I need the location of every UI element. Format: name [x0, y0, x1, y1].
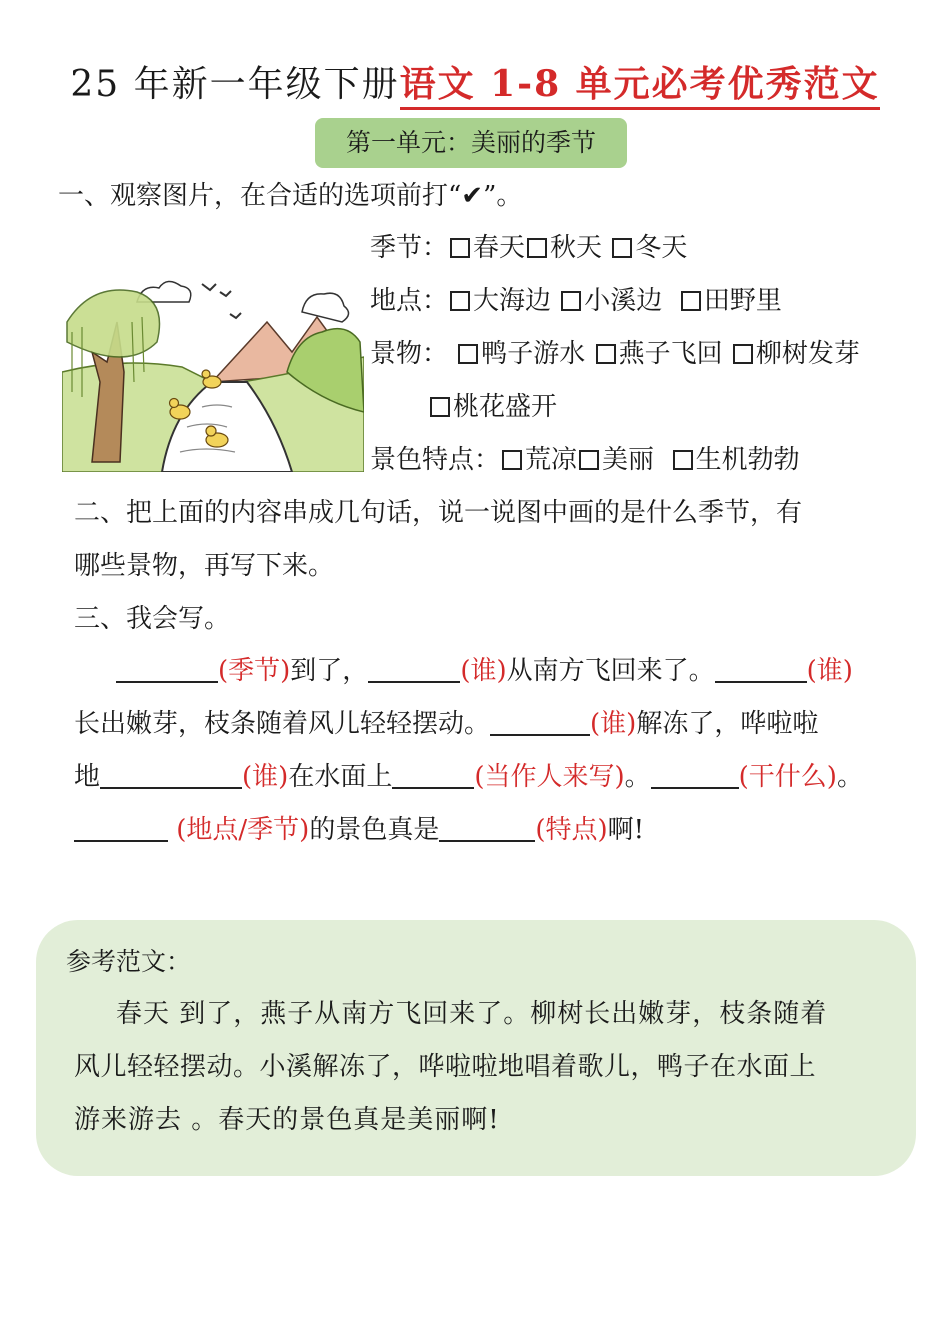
scenery-option-4: 桃花盛开: [453, 392, 558, 422]
hint-place-season: (地点/季节): [176, 815, 310, 845]
hint-who-2: (谁): [806, 656, 853, 686]
place-row: [370, 283, 782, 319]
text-period: 。: [624, 762, 651, 792]
page-title: [0, 56, 950, 107]
scenery-checkbox-3[interactable]: [733, 344, 753, 364]
blank-season[interactable]: [116, 655, 218, 683]
hint-who-1: (谁): [460, 656, 507, 686]
feature-label: 景色特点：: [370, 445, 501, 475]
season-label: 季节：: [370, 233, 449, 263]
text-ah: 啊!: [607, 815, 645, 845]
season-option-2: 秋天: [550, 233, 603, 263]
place-checkbox-2[interactable]: [561, 291, 581, 311]
place-option-2: 小溪边: [584, 286, 663, 316]
scenery-checkbox-4[interactable]: [430, 397, 450, 417]
scenery-option-3: 柳树发芽: [755, 339, 860, 369]
place-checkbox-1[interactable]: [450, 291, 470, 311]
feature-row: [370, 442, 800, 478]
fill-line-2: [74, 706, 818, 742]
hint-who-4: (谁): [242, 762, 289, 792]
blank-feature[interactable]: [439, 814, 535, 842]
blank-who-3[interactable]: [490, 708, 590, 736]
place-label: 地点：: [370, 286, 449, 316]
hint-season: (季节): [218, 656, 291, 686]
text-came: 到了，: [290, 656, 369, 686]
text-sprout: 长出嫩芽，枝条随着风儿轻轻摆动。: [74, 709, 491, 739]
hint-who-3: (谁): [590, 709, 637, 739]
scenery-option-1: 鸭子游水: [481, 339, 586, 369]
feature-option-1: 荒凉: [525, 445, 578, 475]
scenery-option-2: 燕子飞回: [618, 339, 723, 369]
feature-checkbox-3[interactable]: [673, 450, 693, 470]
text-thaw: 解冻了，哗啦啦: [636, 709, 819, 739]
feature-option-3: 生机勃勃: [695, 445, 800, 475]
section1-heading: 一、观察图片，在合适的选项前打“✔”。: [58, 181, 523, 211]
section2-line2: 哪些景物，再写下来。: [74, 551, 335, 581]
blank-place-season[interactable]: [74, 814, 168, 842]
place-option-1: 大海边: [473, 286, 552, 316]
section2-line1: 二、把上面的内容串成几句话，说一说图中画的是什么季节，有: [74, 498, 803, 528]
blank-who-1[interactable]: [368, 655, 460, 683]
season-row: [370, 230, 687, 266]
scenery-checkbox-2[interactable]: [596, 344, 616, 364]
sample-line-3: 游来游去 。春天的景色真是美丽啊!: [74, 1105, 500, 1135]
scenery-row-cont: [428, 389, 557, 425]
title-red: 语文 1-8 单元必考优秀范文: [400, 63, 880, 110]
unit-badge: 第一单元：美丽的季节: [315, 118, 627, 168]
text-on-water: 在水面上: [288, 762, 393, 792]
hint-doing: (干什么): [738, 762, 837, 792]
hint-feature: (特点): [535, 815, 608, 845]
blank-how[interactable]: [100, 761, 242, 789]
fill-line-3: [74, 759, 863, 795]
scenery-label: 景物：: [370, 339, 449, 369]
season-checkbox-2[interactable]: [527, 238, 547, 258]
text-period-2: 。: [836, 762, 863, 792]
spring-scene-illustration: [62, 262, 364, 472]
sample-label: 参考范文：: [66, 947, 192, 976]
feature-option-2: 美丽: [602, 445, 655, 475]
season-option-1: 春天: [473, 233, 526, 263]
blank-action[interactable]: [392, 761, 474, 789]
fill-line-4: [74, 812, 644, 848]
section3-heading: 三、我会写。: [74, 604, 231, 634]
blank-who-2[interactable]: [715, 655, 807, 683]
text-di: 地: [74, 762, 101, 792]
text-fly-back: 从南方飞回来了。: [506, 656, 715, 686]
feature-checkbox-2[interactable]: [579, 450, 599, 470]
fill-line-1: [116, 653, 853, 689]
scenery-row: [370, 336, 860, 372]
season-option-3: 冬天: [635, 233, 688, 263]
sample-line-2: 风儿轻轻摆动。小溪解冻了，哗啦啦地唱着歌儿，鸭子在水面上: [74, 1052, 817, 1082]
season-checkbox-1[interactable]: [450, 238, 470, 258]
sample-line-1: 春天 到了，燕子从南方飞回来了。柳树长出嫩芽，枝条随着: [116, 999, 828, 1029]
blank-doing[interactable]: [651, 761, 739, 789]
title-black: 25 年新一年级下册: [70, 64, 400, 105]
place-checkbox-3[interactable]: [681, 291, 701, 311]
season-checkbox-3[interactable]: [612, 238, 632, 258]
feature-checkbox-1[interactable]: [502, 450, 522, 470]
text-scenery-is: 的景色真是: [309, 815, 440, 845]
place-option-3: 田野里: [703, 286, 782, 316]
scenery-checkbox-1[interactable]: [458, 344, 478, 364]
hint-person: (当作人来写): [474, 762, 625, 792]
